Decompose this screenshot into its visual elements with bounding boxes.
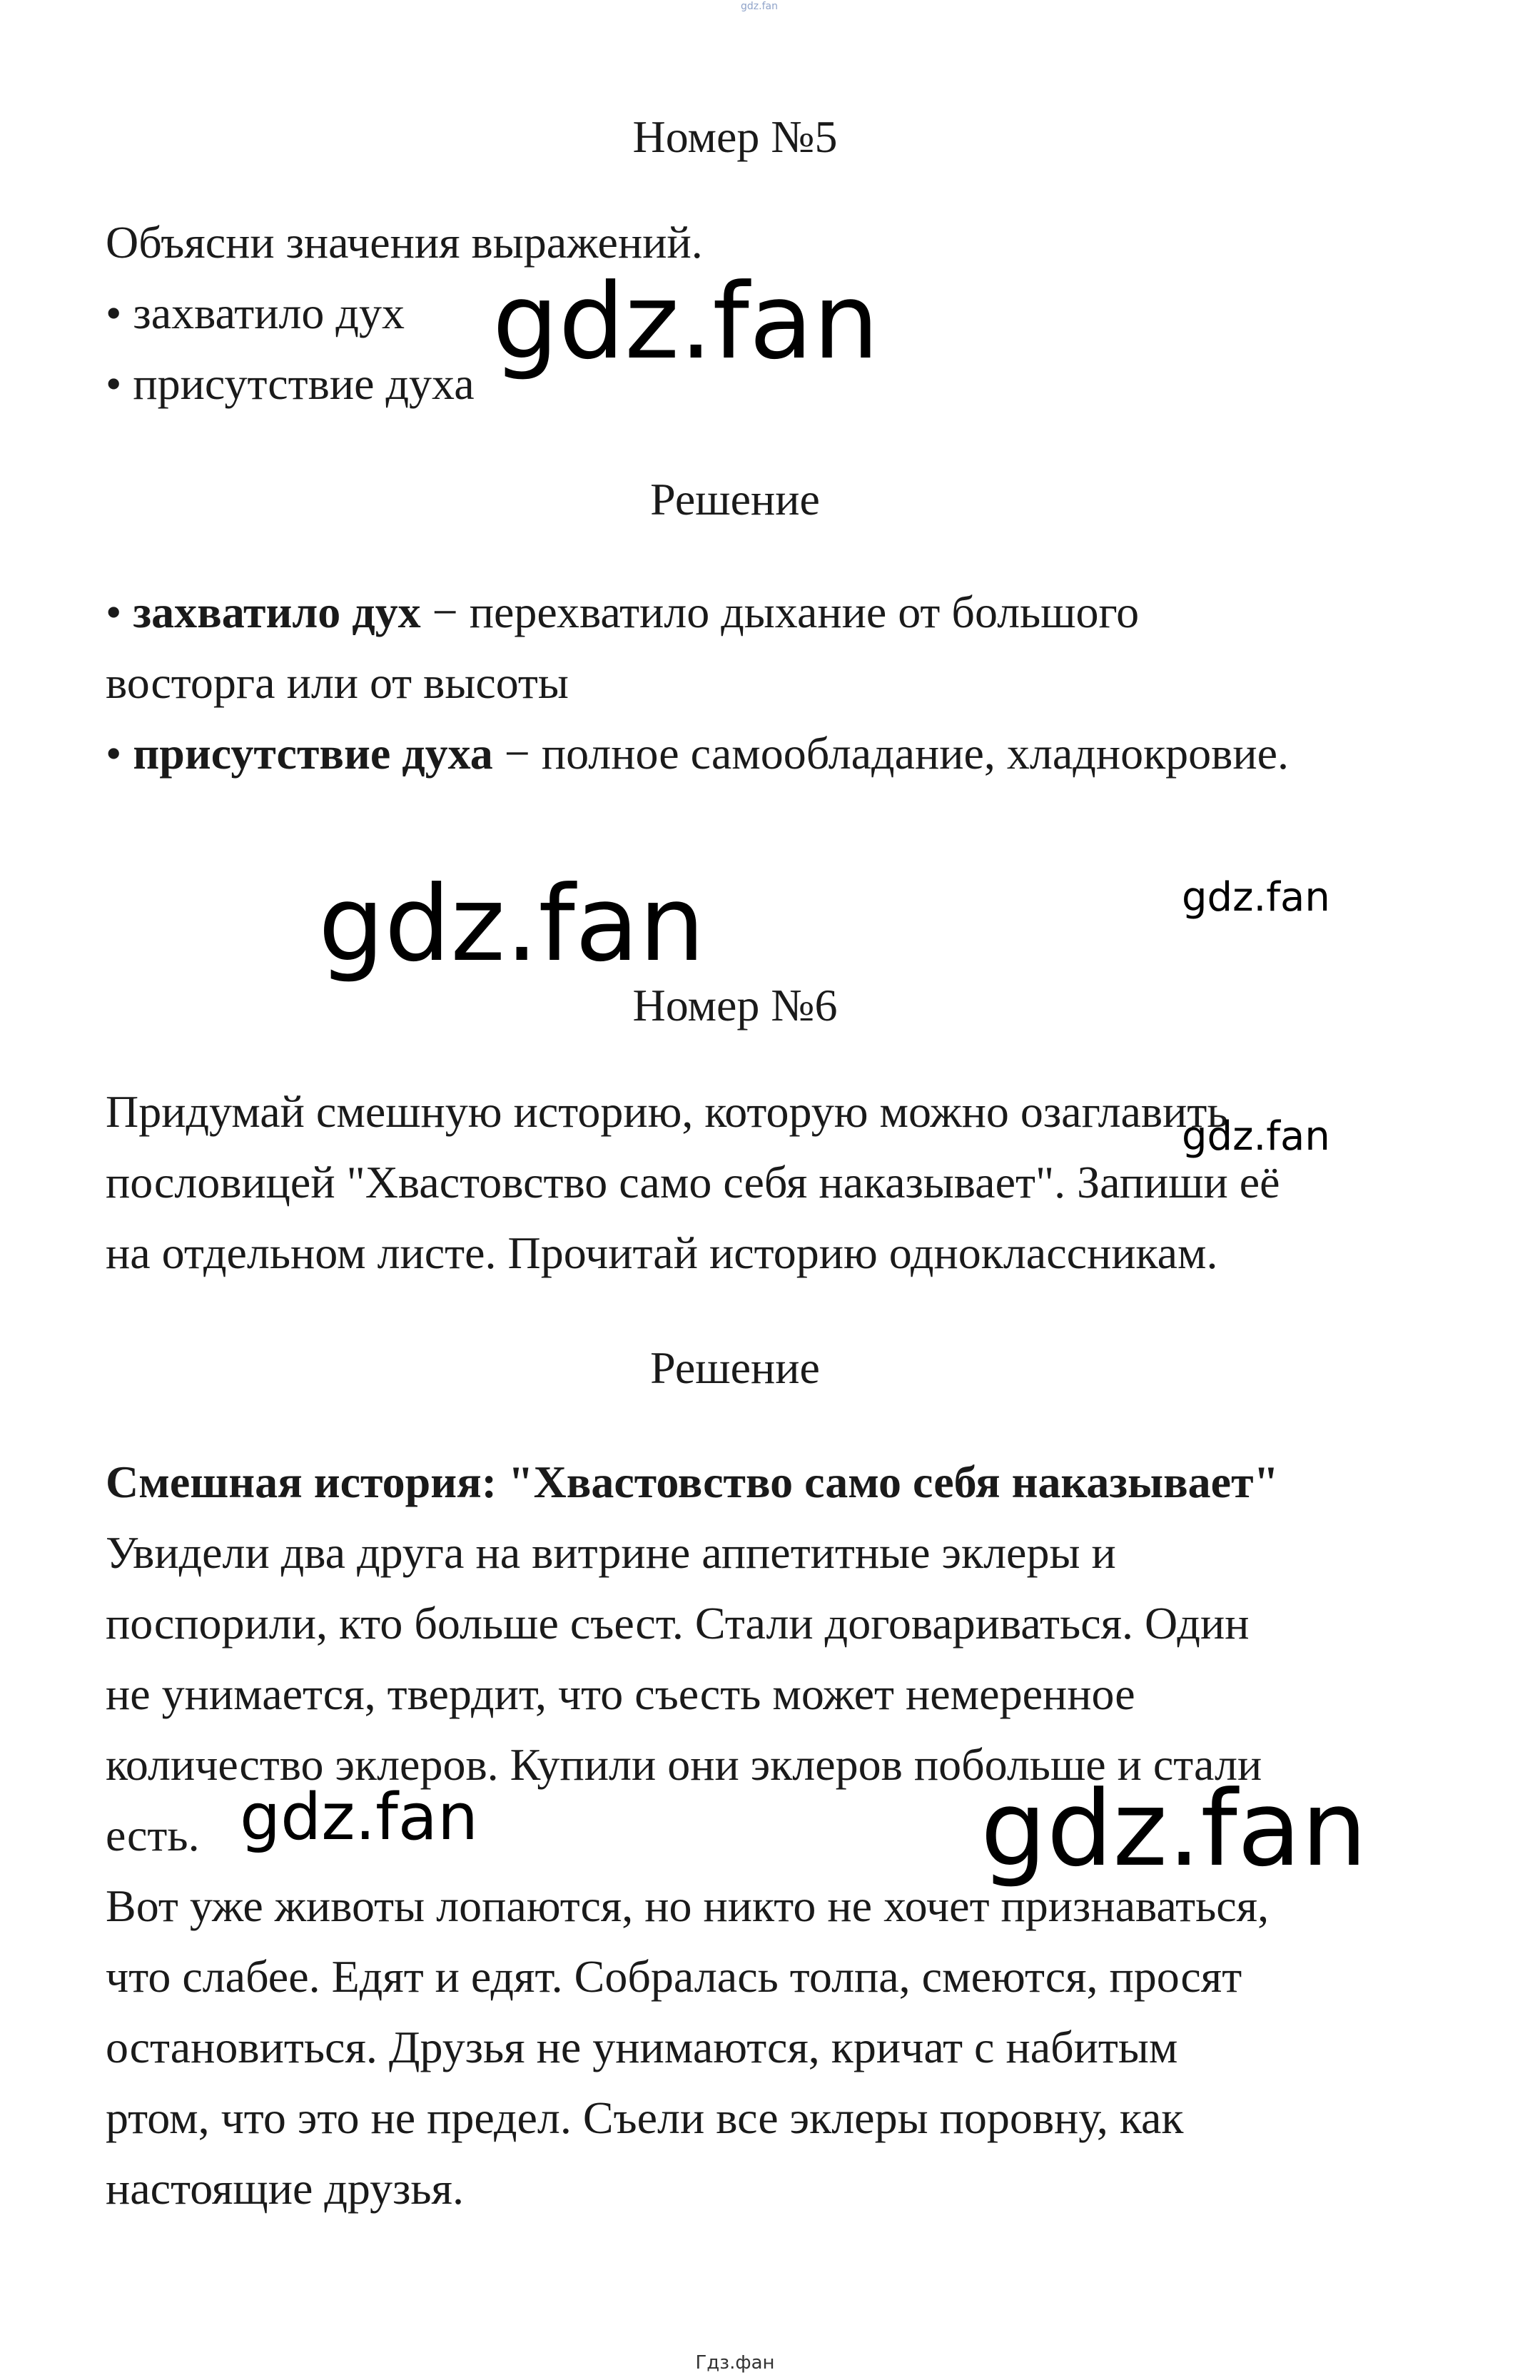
watermark: gdz.fan [240, 1780, 478, 1855]
task5-solution-heading: Решение [650, 474, 820, 525]
page-footer: Гдз.фан [695, 2352, 775, 2374]
task6-title: Номер №6 [632, 980, 838, 1031]
task6-prompt-line-1: Придумай смешную историю, которую можно озаглавить [106, 1086, 1228, 1137]
answer-definition: − перехватило дыхание от большого [420, 587, 1140, 637]
watermark: gdz.fan [1182, 1113, 1330, 1160]
task5-title: Номер №5 [632, 111, 838, 162]
task6-prompt-line-2: пословицей "Хвастовство само себя наказывает". Запиши её [106, 1157, 1280, 1207]
answer-definition: − полное самообладание, хладнокровие. [492, 728, 1290, 779]
task5-answer-2 [106, 718, 1289, 789]
task5-answer-1-line1 [106, 577, 1139, 648]
story-line-8: остановиться. Друзья не унимаются, кричат с набитым [106, 2022, 1178, 2072]
story-line-5: есть. [106, 1810, 200, 1860]
story-line-9: ртом, что это не предел. Съели все эклеры поровну, как [106, 2092, 1184, 2143]
task6-prompt-line-3: на отдельном листе. Прочитай историю одноклассникам. [106, 1227, 1218, 1278]
top-watermark: gdz.fan [741, 1, 778, 12]
story-line-2: поспорили, кто больше съест. Стали договариваться. Один [106, 1598, 1250, 1649]
watermark: gdz.fan [981, 1768, 1367, 1890]
task6-solution-heading: Решение [650, 1342, 820, 1393]
watermark: gdz.fan [492, 261, 879, 383]
task5-answer-1-line2: восторга или от высоты [106, 657, 569, 708]
story-line-1: Увидели два друга на витрине аппетитные эклеры и [106, 1527, 1116, 1578]
story-title: Смешная история: "Хвастовство само себя наказывает" [106, 1457, 1280, 1507]
watermark: gdz.fan [318, 864, 705, 985]
task5-item-1: • захватило дух [106, 288, 405, 338]
story-line-4: количество эклеров. Купили они эклеров побольше и стали [106, 1739, 1262, 1790]
story-line-6: Вот уже животы лопаются, но никто не хочет признаваться, [106, 1880, 1270, 1931]
answer-bullet: • [106, 728, 133, 779]
answer-term: присутствие духа [133, 728, 493, 779]
task5-prompt: Объясни значения выражений. [106, 217, 703, 268]
story-line-10: настоящие друзья. [106, 2163, 464, 2214]
task5-item-2: • присутствие духа [106, 358, 475, 409]
watermark: gdz.fan [1182, 874, 1330, 921]
story-line-7: что слабее. Едят и едят. Собралась толпа, смеются, просят [106, 1951, 1242, 2002]
answer-term: захватило дух [133, 587, 421, 637]
answer-bullet: • [106, 587, 133, 637]
story-line-3: не унимается, твердит, что съесть может немеренное [106, 1668, 1135, 1719]
